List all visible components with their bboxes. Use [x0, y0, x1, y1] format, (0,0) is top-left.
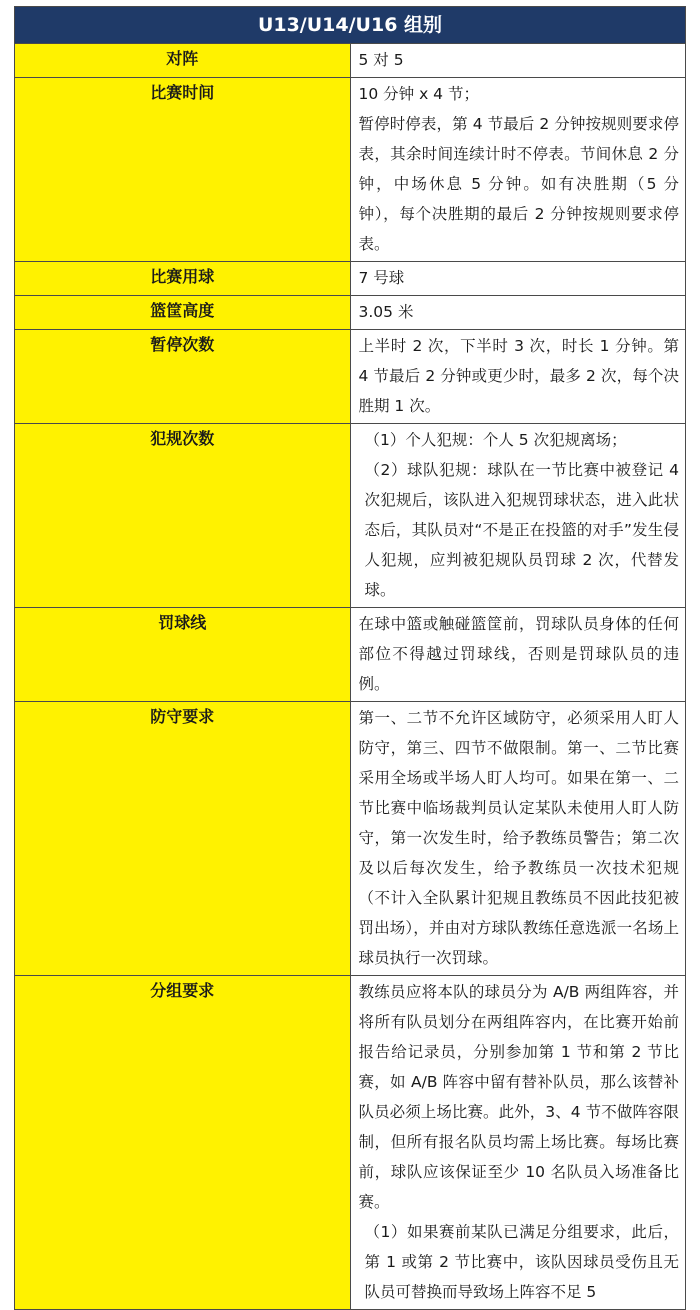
row-label-game-time: 比赛时间: [15, 78, 351, 262]
table-row: [15, 976, 686, 1310]
row-content-grouping: [350, 976, 686, 1310]
title-row: [15, 7, 686, 44]
row-text: 第一、二节不允许区域防守，必须采用人盯人防守，第三、四节不做限制。第一、二节比赛采用全场或半场人盯人均可。如果在第一、二节比赛中临场裁判员认定某队未使用人盯人防守，第一次发生时，给予教练员警告；第二次及以后每次发生，给予教练员一次技术犯规（不计入全队累计犯规且教练员不因此技犯被罚出场），并由对方球队教练任意选派一名场上球员执行一次罚球。: [358, 709, 679, 967]
table-row: [15, 296, 686, 330]
row-label-free-throw-line: 罚球线: [15, 608, 351, 702]
row-label-hoop-height: 篮筐高度: [15, 296, 351, 330]
table-title: U13/U14/U16 组别: [15, 7, 686, 44]
row-text: 7 号球: [358, 269, 405, 287]
row-text: 3.05 米: [358, 303, 414, 321]
row-text: （1）个人犯规：个人 5 次犯规离场；: [364, 431, 627, 449]
row-text: 教练员应将本队的球员分为 A/B 两组阵容，并将所有队员划分在两组阵容内，在比赛开始前报告给记录员，分别参加第 1 节和第 2 节比赛，如 A/B 阵容中留有替补队员，那么该替补队员必须上场比赛。此外，3、4 节不做阵容限制，但所有报名队员均需上场比赛。每场比赛前，球队应该保证至少 10 名队员入场准备比赛。: [358, 983, 679, 1211]
rules-document: [14, 6, 686, 1310]
table-row: [15, 44, 686, 78]
row-content-ball: [350, 262, 686, 296]
row-text: （1）如果赛前某队已满足分组要求，此后，第 1 或第 2 节比赛中，该队因球员受伤且无队员可替换而导致场上阵容不足 5: [364, 1223, 679, 1301]
row-label-fouls: 犯规次数: [15, 424, 351, 608]
row-text: 10 分钟 x 4 节；: [358, 85, 479, 103]
row-label-grouping: 分组要求: [15, 976, 351, 1310]
row-content-hoop-height: [350, 296, 686, 330]
row-label-defense: 防守要求: [15, 702, 351, 976]
row-content-matchup: [350, 44, 686, 78]
row-text: 上半时 2 次，下半时 3 次，时长 1 分钟。第 4 节最后 2 分钟或更少时，最多 2 次，每个决胜期 1 次。: [358, 337, 679, 415]
row-content-game-time: [350, 78, 686, 262]
table-row: [15, 424, 686, 608]
row-content-defense: [350, 702, 686, 976]
row-text: 5 对 5: [358, 51, 404, 69]
row-label-matchup: 对阵: [15, 44, 351, 78]
rules-table: [14, 6, 686, 1310]
row-text: 在球中篮或触碰篮筐前，罚球队员身体的任何部位不得越过罚球线，否则是罚球队员的违例。: [358, 615, 679, 693]
row-label-timeouts: 暂停次数: [15, 330, 351, 424]
row-content-free-throw-line: [350, 608, 686, 702]
table-row: [15, 702, 686, 976]
table-row: [15, 608, 686, 702]
row-text: （2）球队犯规：球队在一节比赛中被登记 4 次犯规后，该队进入犯规罚球状态，进入此状态后，其队员对“不是正在投篮的对手”发生侵人犯规，应判被犯规队员罚球 2 次，代替发球。: [364, 461, 679, 599]
table-row: [15, 330, 686, 424]
row-label-ball: 比赛用球: [15, 262, 351, 296]
table-row: [15, 262, 686, 296]
row-text: 暂停时停表，第 4 节最后 2 分钟按规则要求停表，其余时间连续计时不停表。节间休息 2 分钟，中场休息 5 分钟。如有决胜期（5 分钟），每个决胜期的最后 2 分钟按规则要求停表。: [358, 115, 679, 253]
table-row: [15, 78, 686, 262]
row-content-fouls: [350, 424, 686, 608]
row-content-timeouts: [350, 330, 686, 424]
